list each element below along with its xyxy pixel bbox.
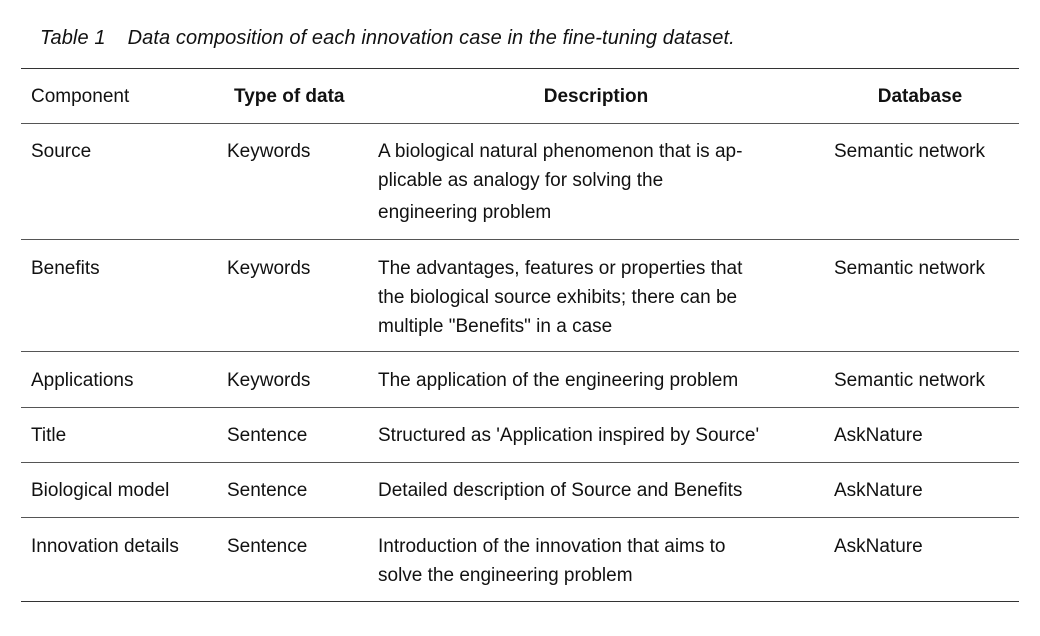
description-line: solve the engineering problem: [378, 565, 633, 586]
header-rule: [21, 123, 1019, 124]
row-divider: [21, 407, 1019, 408]
description-line: Structured as 'Application inspired by Source': [378, 425, 760, 446]
cell-type: Keywords: [227, 370, 311, 391]
cell-description: [378, 137, 818, 227]
cell-description: [378, 532, 818, 590]
description-line: the biological source exhibits; there can be: [378, 287, 738, 308]
cell-component: Biological model: [31, 480, 170, 501]
description-line: multiple "Benefits" in a case: [378, 316, 613, 337]
bottom-rule: [21, 601, 1019, 602]
row-divider: [21, 462, 1019, 463]
cell-description: [378, 366, 818, 395]
cell-component: Applications: [31, 370, 134, 391]
cell-database: AskNature: [834, 536, 923, 557]
cell-database: AskNature: [834, 480, 923, 501]
table-caption: [40, 27, 735, 50]
cell-type: Sentence: [227, 536, 308, 557]
description-line: A biological natural phenomenon that is ap-: [378, 141, 743, 162]
cell-database: Semantic network: [834, 258, 986, 279]
header-component: Component: [31, 86, 130, 107]
row-divider: [21, 351, 1019, 352]
cell-database: Semantic network: [834, 370, 986, 391]
cell-description: [378, 476, 818, 505]
cell-type: Sentence: [227, 480, 308, 501]
row-divider: [21, 517, 1019, 518]
description-line: Detailed description of Source and Benefits: [378, 480, 743, 501]
header-type-of-data: Type of data: [234, 86, 345, 107]
row-divider: [21, 239, 1019, 240]
description-line: The advantages, features or properties that: [378, 258, 743, 279]
cell-description: [378, 254, 818, 341]
header-database: Database: [877, 86, 963, 107]
table-number: Table 1: [40, 27, 106, 49]
header-description: Description: [543, 86, 649, 107]
cell-type: Keywords: [227, 141, 311, 162]
cell-component: Source: [31, 141, 92, 162]
description-line: The application of the engineering problem: [378, 370, 739, 391]
description-line: engineering problem: [378, 202, 552, 223]
cell-database: Semantic network: [834, 141, 986, 162]
cell-description: [378, 421, 818, 450]
cell-type: Keywords: [227, 258, 311, 279]
cell-component: Innovation details: [31, 536, 179, 557]
description-line: plicable as analogy for solving the: [378, 170, 664, 191]
cell-component: Title: [31, 425, 67, 446]
table-caption-text: Data composition of each innovation case in the fine-tuning dataset.: [127, 27, 735, 49]
description-line: Introduction of the innovation that aims to: [378, 536, 726, 557]
cell-type: Sentence: [227, 425, 308, 446]
top-rule: [21, 68, 1019, 69]
cell-database: AskNature: [834, 425, 923, 446]
cell-component: Benefits: [31, 258, 100, 279]
